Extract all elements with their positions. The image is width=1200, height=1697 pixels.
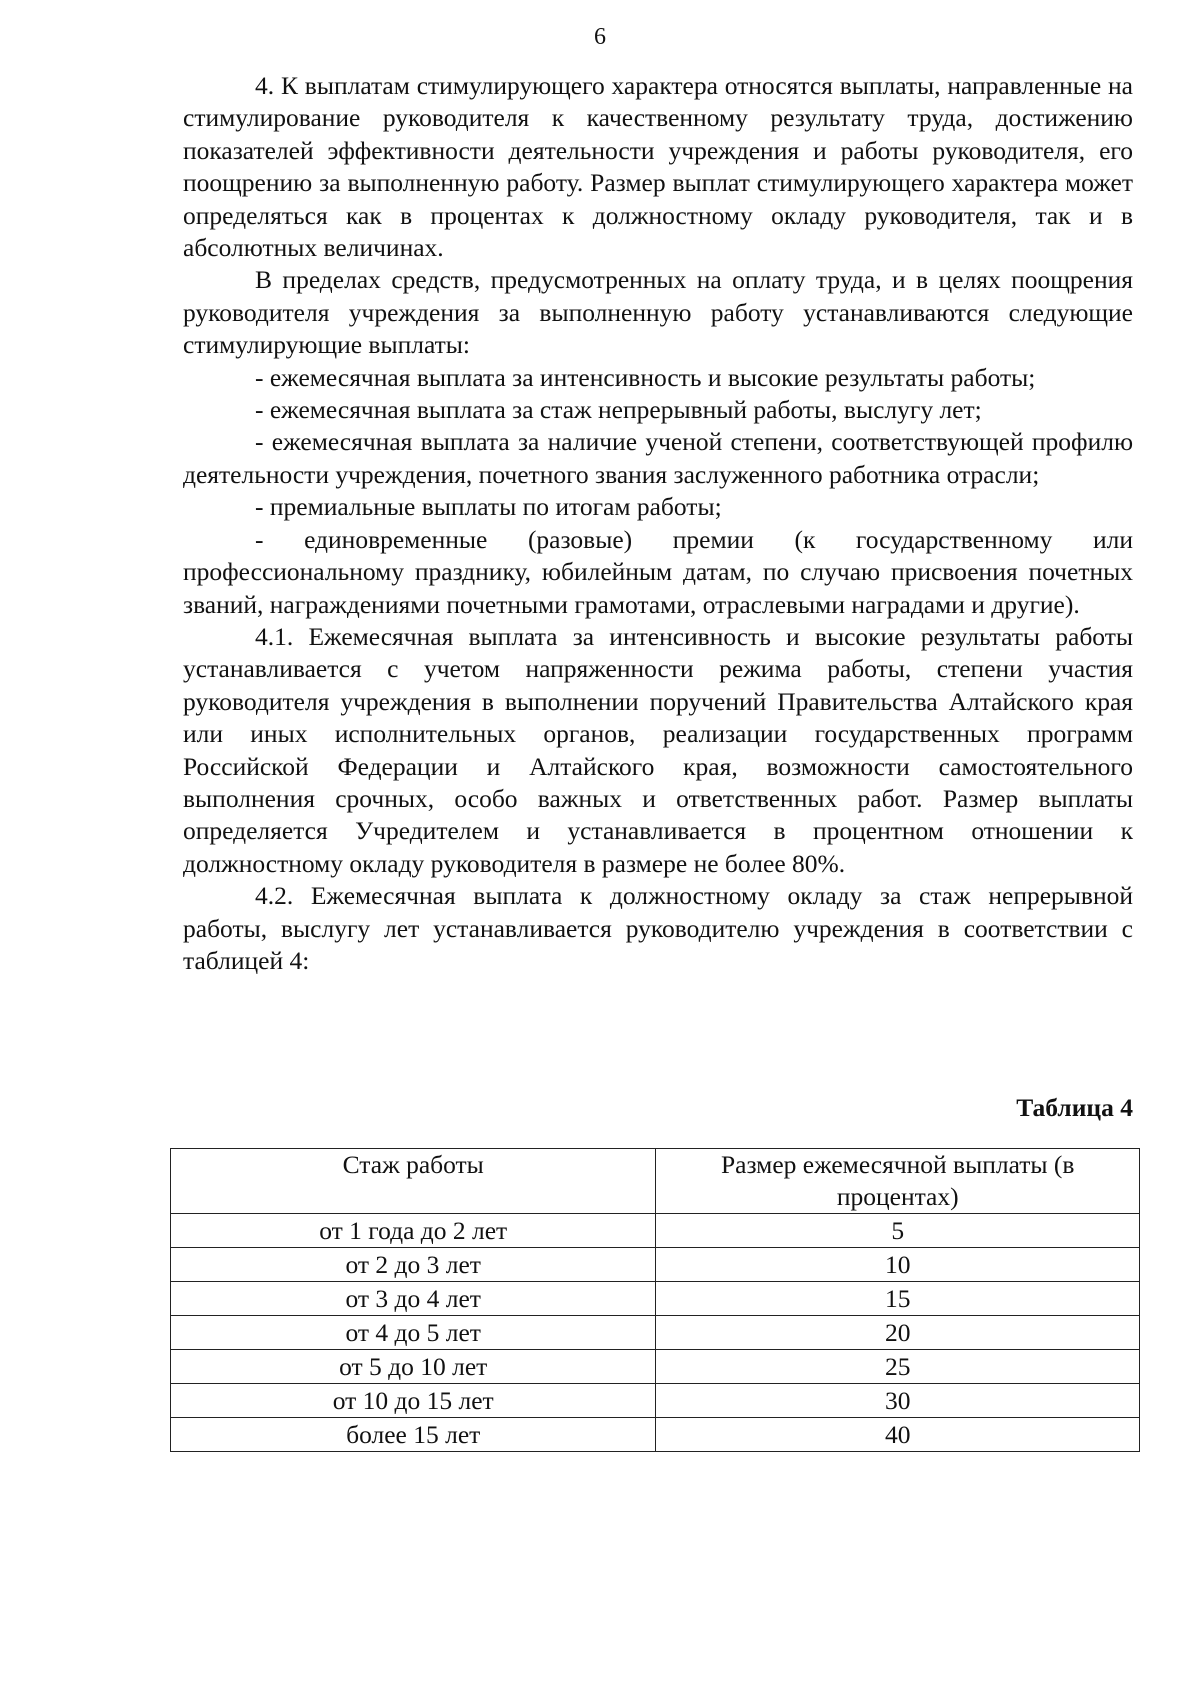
header-payment-percent: Размер ежемесячной выплаты (в процентах) xyxy=(656,1149,1140,1214)
cell-percent: 20 xyxy=(656,1316,1140,1350)
table-row xyxy=(171,1214,1140,1248)
cell-percent: 5 xyxy=(656,1214,1140,1248)
cell-percent: 15 xyxy=(656,1282,1140,1316)
paragraph-limits: В пределах средств, предусмотренных на оплату труда, и в целях поощрения руководителя учреждения за выполненную работу устанавливаются следующие стимулирующие выплаты: xyxy=(183,265,1133,360)
cell-seniority: более 15 лет xyxy=(171,1418,656,1452)
cell-seniority: от 1 года до 2 лет xyxy=(171,1214,656,1248)
list-item-degree: - ежемесячная выплата за наличие ученой степени, соответствующей профилю деятельности учреждения, почетного звания заслуженного работника отрасли; xyxy=(183,427,1133,489)
cell-percent: 10 xyxy=(656,1248,1140,1282)
cell-percent: 30 xyxy=(656,1384,1140,1418)
cell-seniority: от 4 до 5 лет xyxy=(171,1316,656,1350)
table-row xyxy=(171,1316,1140,1350)
cell-seniority: от 10 до 15 лет xyxy=(171,1384,656,1418)
table-row xyxy=(171,1282,1140,1316)
cell-percent: 25 xyxy=(656,1350,1140,1384)
document-body xyxy=(183,70,1133,977)
cell-seniority: от 3 до 4 лет xyxy=(171,1282,656,1316)
cell-seniority: от 5 до 10 лет xyxy=(171,1350,656,1384)
table-row xyxy=(171,1350,1140,1384)
page-number: 6 xyxy=(594,24,606,50)
list-item-seniority: - ежемесячная выплата за стаж непрерывный работы, выслугу лет; xyxy=(255,395,982,425)
header-seniority: Стаж работы xyxy=(171,1149,656,1214)
list-item-intensity: - ежемесячная выплата за интенсивность и высокие результаты работы; xyxy=(255,362,1036,392)
paragraph-4-2: 4.2. Ежемесячная выплата к должностному окладу за стаж непрерывной работы, выслугу лет устанавливается руководителю учреждения в соответствии с таблицей 4: xyxy=(183,881,1133,975)
cell-seniority: от 2 до 3 лет xyxy=(171,1248,656,1282)
table-row xyxy=(171,1418,1140,1452)
list-item-bonus: - премиальные выплаты по итогам работы; xyxy=(255,492,722,522)
paragraph-4-intro: 4. К выплатам стимулирующего характера относятся выплаты, направленные на стимулирование руководителя к качественному результату труда, достижению показателей эффективности деятельности учреждения и работы руководителя, его поощрению за выполненную работу. Размер выплат стимулирующего характера может определяться как в процентах к должностному окладу руководителя, так и в абсолютных величинах. xyxy=(183,71,1133,263)
cell-percent: 40 xyxy=(656,1418,1140,1452)
table-row xyxy=(171,1248,1140,1282)
table-row xyxy=(171,1384,1140,1418)
paragraph-4-1: 4.1. Ежемесячная выплата за интенсивность и высокие результаты работы устанавливается с учетом напряженности режима работы, степени участия руководителя учреждения в выполнении поручений Правительства Алтайского края или иных исполнительных органов, реализации государственных программ Российской Федерации и Алтайского края, возможности самостоятельного выполнения срочных, особо важных и ответственных работ. Размер выплаты определяется Учредителем и устанавливается в процентном отношении к должностному окладу руководителя в размере не более 80%. xyxy=(183,621,1133,878)
table-header-row xyxy=(171,1149,1140,1214)
seniority-payment-table xyxy=(170,1148,1140,1452)
list-item-one-time-bonus: - единовременные (разовые) премии (к государственному или профессиональному празднику, юбилейным датам, по случаю присвоения почетных званий, награждениями почетными грамотами, отраслевыми наградами и другие). xyxy=(183,524,1133,619)
table-caption: Таблица 4 xyxy=(1016,1093,1133,1122)
